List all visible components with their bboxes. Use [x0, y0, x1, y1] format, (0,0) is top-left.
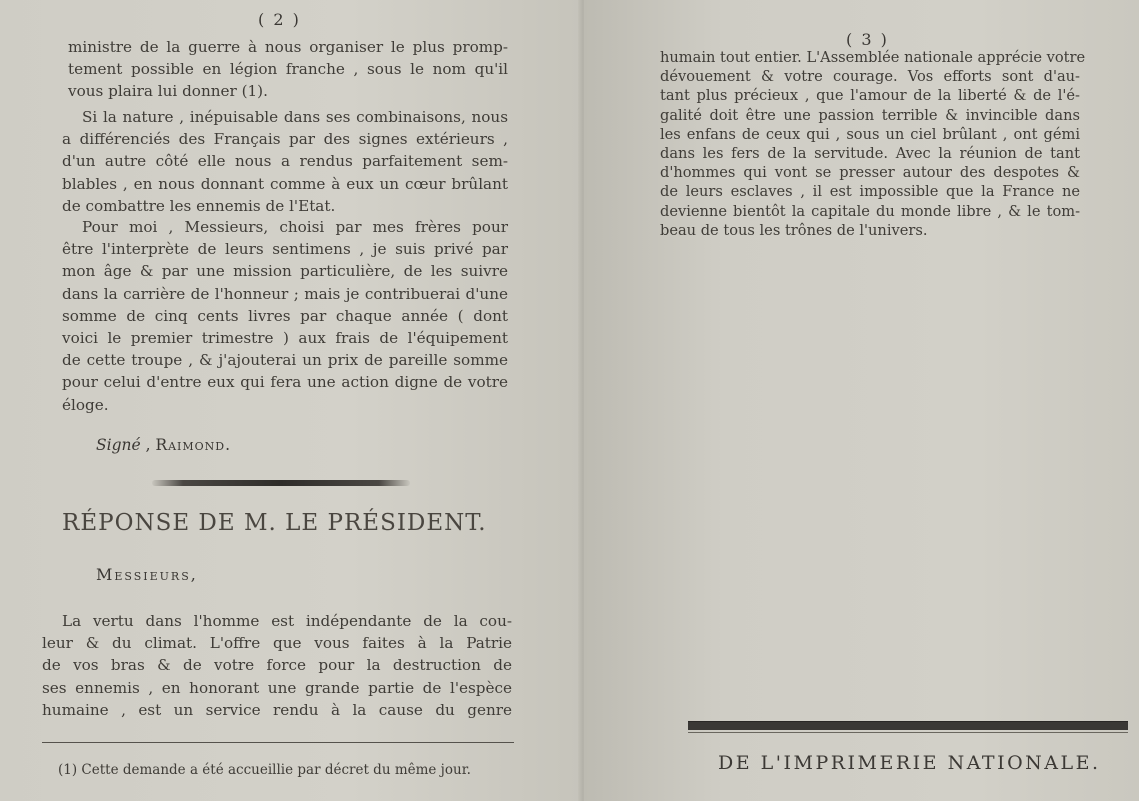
salutation: Messieurs, [96, 565, 198, 584]
footnote-rule [42, 742, 514, 743]
text-line: somme de cinq cents livres par chaque année ( dont [62, 306, 508, 325]
paragraph-4 [42, 610, 512, 721]
text-line: a différenciés des Français par des signes extérieurs , [62, 130, 508, 149]
text-line: de cette troupe , & j'ajouterai un prix de pareille somme [62, 351, 508, 370]
text-line: ministre de la guerre à nous organiser le plus promp- [68, 38, 508, 56]
paragraph-3 [62, 216, 508, 416]
text-line: être l'interprète de leurs sentimens , je suis privé par [62, 240, 508, 259]
text-line: dans les fers de la servitude. Avec la réunion de tant [660, 145, 1080, 163]
text-line: de vos bras & de votre force pour la destruction de [42, 656, 512, 675]
signed-separator: , [140, 436, 156, 454]
text-line: galité doit être une passion terrible & invincible dans [660, 106, 1080, 124]
imprint-rule-thick [688, 721, 1128, 730]
right-page [584, 0, 1139, 801]
signer-name: Raimond. [155, 436, 232, 454]
text-line: Si la nature , inépuisable dans ses combinaisons, nous [82, 108, 508, 126]
text-line: beau de tous les trônes de l'univers. [660, 221, 928, 239]
text-line: pour celui d'entre eux qui fera une action digne de votre [62, 373, 508, 392]
text-line: d'hommes qui vont se presser autour des despotes & [660, 164, 1080, 182]
text-line: voici le premier trimestre ) aux frais de l'équipement [62, 329, 508, 348]
text-line: d'un autre côté elle nous a rendus parfaitement sem- [62, 152, 508, 171]
signed-label: Signé [96, 436, 141, 454]
text-line: devienne bientôt la capitale du monde libre , & le tom- [660, 202, 1080, 220]
signature-line [96, 436, 231, 454]
text-line: dévouement & votre courage. Vos efforts sont d'au- [660, 68, 1080, 86]
text-line: humain tout entier. L'Assemblée nationale apprécie votre [660, 49, 1086, 66]
page-number-right: ( 3 ) [846, 30, 889, 49]
text-line: La vertu dans l'homme est indépendante de la cou- [62, 612, 512, 630]
text-line: de leurs esclaves , il est impossible que la France ne [660, 183, 1080, 201]
page-number-left: ( 2 ) [258, 10, 301, 29]
text-line: dans la carrière de l'honneur ; mais je contribuerai d'une [62, 284, 508, 303]
text-line: blables , en nous donnant comme à eux un cœur brûlant [62, 174, 508, 193]
text-line: les enfans de ceux qui , sous un ciel brûlant , ont gémi [660, 125, 1080, 143]
section-heading: RÉPONSE DE M. LE PRÉSIDENT. [62, 510, 487, 536]
text-line: de combattre les ennemis de l'Etat. [62, 196, 336, 215]
text-line: tant plus précieux , que l'amour de la liberté & de l'é- [660, 87, 1080, 105]
paragraph-right-1 [660, 48, 1086, 240]
text-line: tement possible en légion franche , sous le nom qu'il [68, 60, 508, 79]
paragraph-2 [62, 106, 508, 217]
text-line: ses ennemis , en honorant une grande partie de l'espèce [42, 678, 512, 697]
text-line: leur & du climat. L'offre que vous faites à la Patrie [42, 634, 512, 653]
imprint-rule-thin [688, 732, 1128, 733]
imprint: DE L'IMPRIMERIE NATIONALE. [718, 752, 1101, 774]
text-line: Pour moi , Messieurs, choisi par mes frères pour [82, 218, 508, 236]
text-line: humaine , est un service rendu à la cause du genre [42, 700, 512, 719]
ornamental-rule [152, 480, 410, 486]
paragraph-1 [68, 36, 508, 103]
footnote: (1) Cette demande a été accueillie par décret du même jour. [58, 762, 471, 778]
text-line: éloge. [62, 395, 109, 414]
text-line: vous plaira lui donner (1). [68, 82, 268, 101]
text-line: mon âge & par une mission particulière, de les suivre [62, 262, 508, 281]
